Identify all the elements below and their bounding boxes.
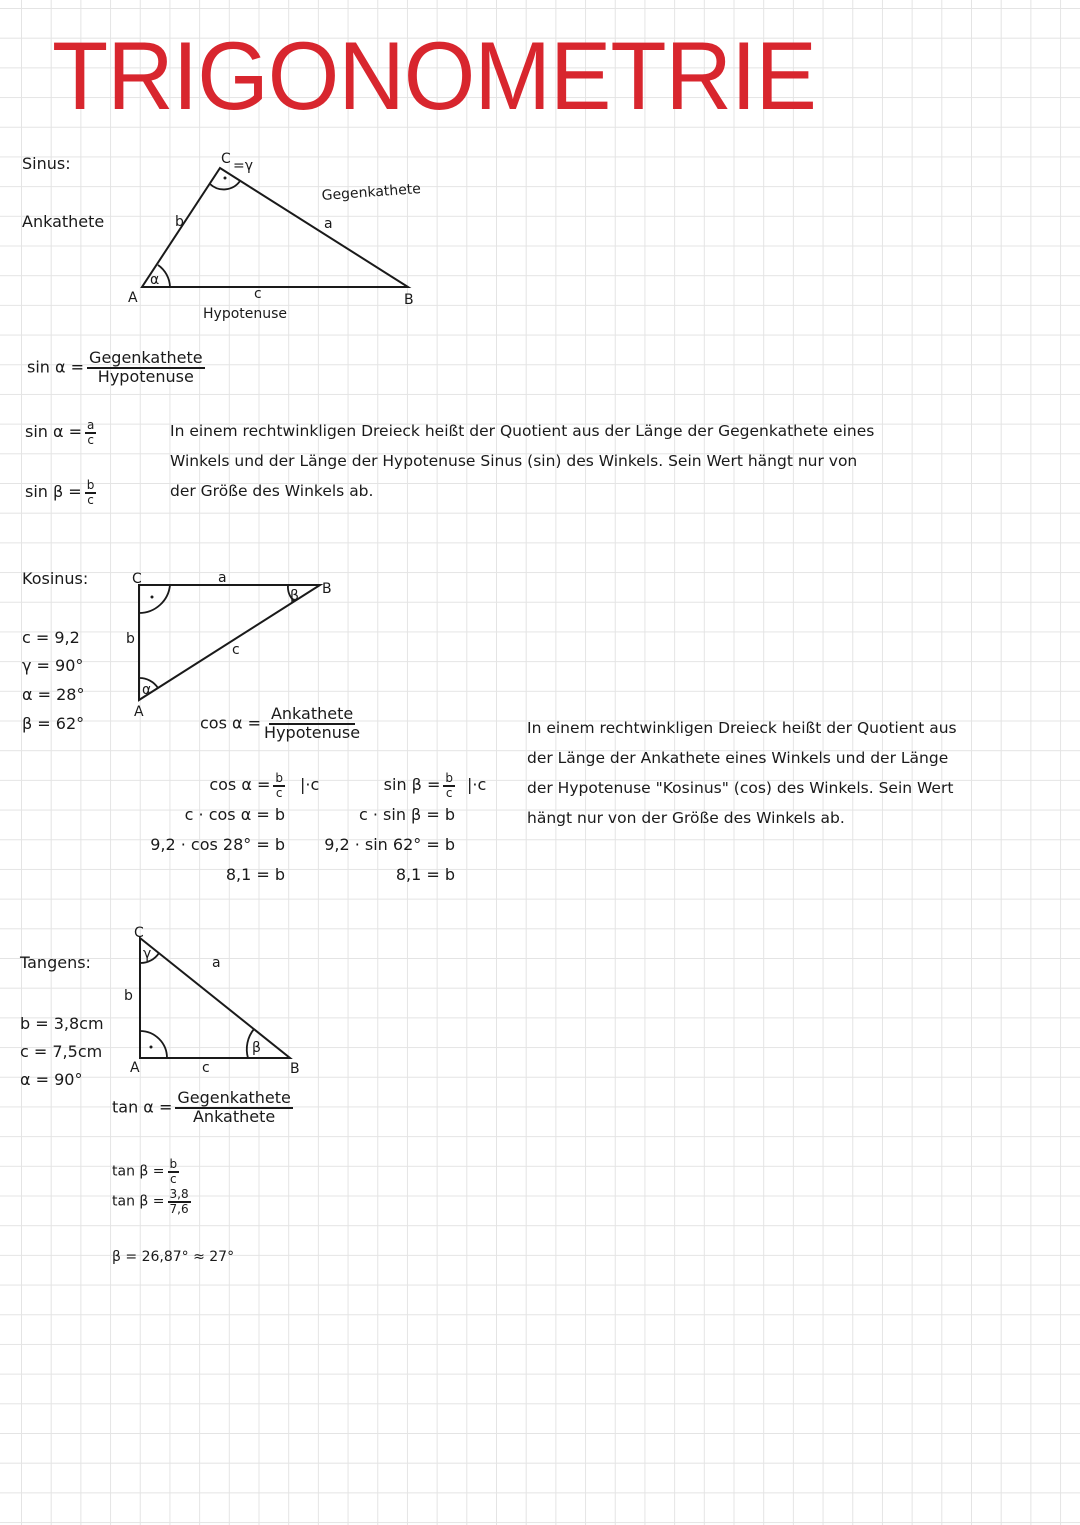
given-alpha: α = 28° xyxy=(22,685,85,704)
numerator: a xyxy=(87,418,95,432)
numerator: Gegenkathete xyxy=(177,1088,291,1107)
tan-beta-formula xyxy=(112,1158,179,1185)
sin-lhs: sin α = xyxy=(27,357,85,377)
paragraph-line: In einem rechtwinkligen Dreieck heißt der Quotient aus xyxy=(527,719,957,737)
denominator: Hypotenuse xyxy=(97,366,194,386)
alpha-label: α xyxy=(150,272,160,288)
multiply-c-note: |·c xyxy=(300,775,320,794)
denominator: c xyxy=(445,785,453,800)
given-b: b = 3,8cm xyxy=(20,1014,104,1033)
step-3: 9,2 · cos 28° = b xyxy=(150,835,285,854)
side-a: a xyxy=(212,955,221,971)
page-title: TRIGONOMETRIE xyxy=(52,22,816,130)
given-beta: β = 62° xyxy=(22,714,85,733)
gamma-label: γ xyxy=(143,946,152,962)
lhs: tan β = xyxy=(112,1193,165,1210)
given-c: c = 9,2 xyxy=(22,628,80,647)
lhs: sin α = xyxy=(25,422,83,442)
side-a: a xyxy=(218,570,227,586)
step-4: 8,1 = b xyxy=(395,865,455,884)
gegenkathete-label: Gegenkathete xyxy=(321,181,422,204)
given-c: c = 7,5cm xyxy=(20,1042,103,1061)
vertex-a: A xyxy=(130,1060,140,1076)
step-2: c · cos α = b xyxy=(184,805,285,824)
lhs: sin β = xyxy=(383,775,441,794)
denominator: c xyxy=(275,785,283,800)
paragraph-line: hängt nur von der Größe des Winkels ab. xyxy=(527,809,845,827)
paragraph-line: Winkels und der Länge der Hypotenuse Sinus (sin) des Winkels. Sein Wert hängt nur von xyxy=(170,452,858,470)
ankathete-label: Ankathete xyxy=(22,212,105,231)
denominator: c xyxy=(87,492,94,507)
hypotenuse-label: Hypotenuse xyxy=(203,306,288,322)
given-gamma: γ = 90° xyxy=(22,656,84,675)
step-3: 9,2 · sin 62° = b xyxy=(324,835,455,854)
kosinus-heading: Kosinus: xyxy=(22,569,89,588)
side-c: c xyxy=(254,286,262,302)
numerator: b xyxy=(86,478,95,492)
numerator: Ankathete xyxy=(270,704,354,723)
lhs: cos α = xyxy=(200,713,262,733)
side-b: b xyxy=(175,214,184,230)
numerator: b xyxy=(445,770,453,785)
step-4: 8,1 = b xyxy=(225,865,285,884)
vertex-c: C xyxy=(134,925,144,941)
tangens-heading: Tangens: xyxy=(20,953,91,972)
numerator: Gegenkathete xyxy=(89,348,203,367)
side-c: c xyxy=(202,1060,210,1076)
side-b: b xyxy=(124,988,133,1004)
lhs: sin β = xyxy=(25,482,82,502)
numerator: b xyxy=(275,770,283,785)
vertex-c: C xyxy=(221,151,231,167)
denominator: Ankathete xyxy=(192,1106,276,1126)
paragraph-line: In einem rechtwinkligen Dreieck heißt der Quotient aus der Länge der Gegenkathete eines xyxy=(170,422,875,440)
vertex-b: B xyxy=(290,1061,300,1077)
denominator: c xyxy=(87,432,95,447)
lhs: tan α = xyxy=(112,1097,173,1117)
multiply-c-note: |·c xyxy=(467,775,487,794)
numerator: 3,8 xyxy=(169,1187,189,1201)
given-alpha: α = 90° xyxy=(20,1070,83,1089)
alpha-label: α xyxy=(142,682,152,698)
paragraph-line: der Länge der Ankathete eines Winkels und der Länge xyxy=(527,749,949,767)
lhs: tan β = xyxy=(112,1163,165,1180)
numerator: b xyxy=(169,1157,178,1171)
vertex-c: C xyxy=(132,571,142,587)
tan-formula xyxy=(112,1090,293,1126)
gamma-label: =γ xyxy=(233,158,254,174)
beta-label: β xyxy=(252,1040,261,1056)
step-2: c · sin β = b xyxy=(358,805,455,824)
sinus-heading: Sinus: xyxy=(22,154,71,173)
tan-beta-values xyxy=(112,1188,191,1215)
denominator: c xyxy=(170,1171,177,1186)
lhs: cos α = xyxy=(209,775,271,794)
beta-label: β xyxy=(290,588,299,604)
vertex-b: B xyxy=(404,292,414,308)
side-a: a xyxy=(324,216,333,232)
vertex-b: B xyxy=(322,581,332,597)
denominator: Hypotenuse xyxy=(264,722,361,742)
tan-result: β = 26,87° ≈ 27° xyxy=(112,1249,235,1265)
side-c: c xyxy=(232,642,240,658)
denominator: 7,6 xyxy=(169,1201,189,1216)
vertex-a: A xyxy=(128,290,138,306)
vertex-a: A xyxy=(134,704,144,720)
side-b: b xyxy=(126,631,135,647)
paragraph-line: der Hypotenuse "Kosinus" (cos) des Winkels. Sein Wert xyxy=(527,779,954,797)
paragraph-line: der Größe des Winkels ab. xyxy=(170,482,374,500)
